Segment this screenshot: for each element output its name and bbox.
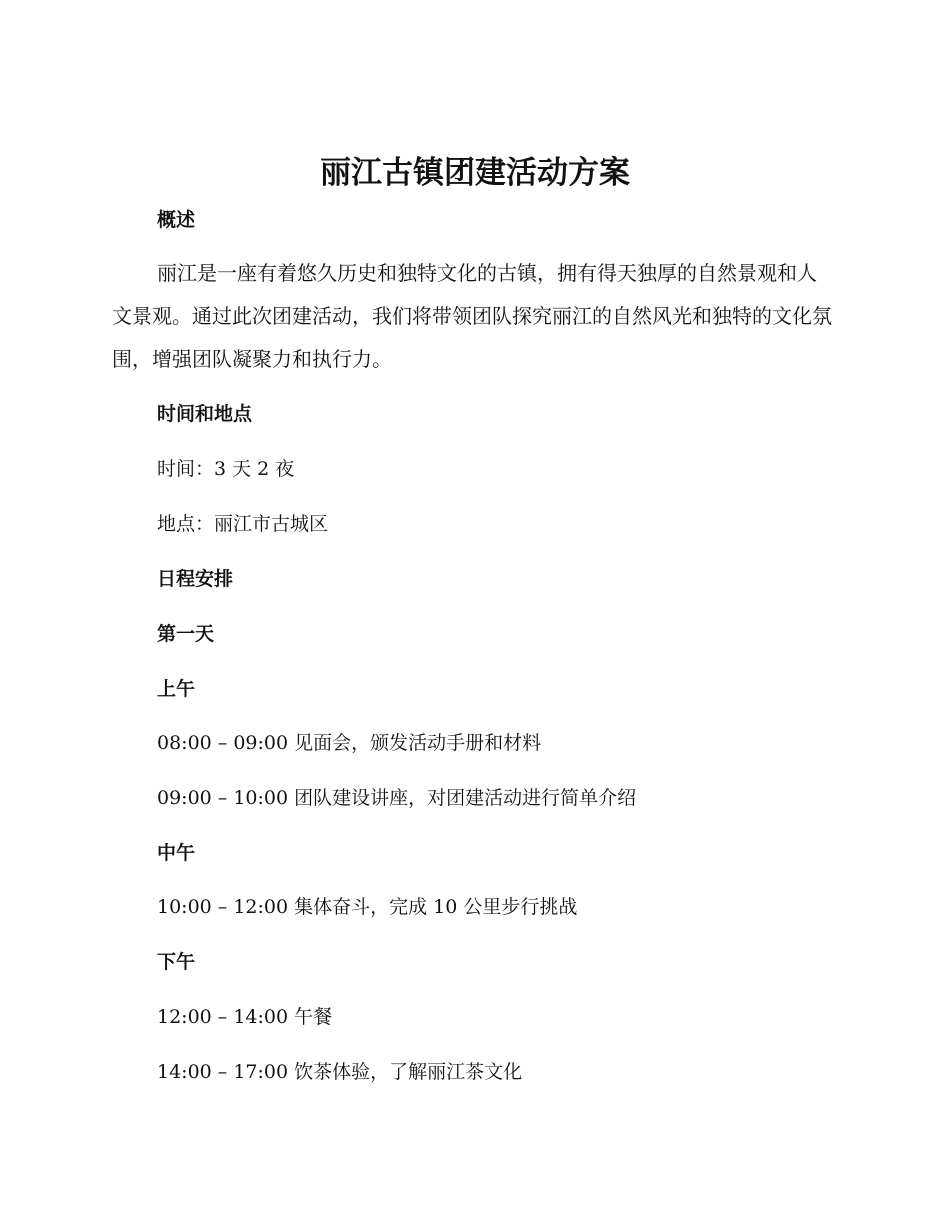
time-line: 时间：3 天 2 夜 xyxy=(157,458,295,480)
section-heading-time-place: 时间和地点 xyxy=(157,403,253,425)
section-heading-overview: 概述 xyxy=(157,209,196,231)
schedule-item: 14:00 – 17:00 饮茶体验，了解丽江茶文化 xyxy=(157,1061,523,1083)
period-heading-afternoon: 下午 xyxy=(157,951,196,973)
schedule-item: 08:00 – 09:00 见面会，颁发活动手册和材料 xyxy=(157,732,542,754)
schedule-item: 10:00 – 12:00 集体奋斗，完成 10 公里步行挑战 xyxy=(157,896,578,918)
schedule-item: 12:00 – 14:00 午餐 xyxy=(157,1006,333,1028)
period-heading-morning: 上午 xyxy=(157,678,196,700)
period-heading-noon: 中午 xyxy=(157,842,196,864)
day-heading-1: 第一天 xyxy=(157,623,215,645)
place-line: 地点：丽江市古城区 xyxy=(157,513,329,535)
section-heading-schedule: 日程安排 xyxy=(157,568,234,590)
overview-paragraph: 丽江是一座有着悠久历史和独特文化的古镇，拥有得天独厚的自然景观和人文景观。通过此次团建活动，我们将带领团队探究丽江的自然风光和独特的文化氛围，增强团队凝聚力和执行力。 xyxy=(112,261,832,371)
schedule-item: 09:00 – 10:00 团队建设讲座，对团建活动进行简单介绍 xyxy=(157,787,637,809)
document-title: 丽江古镇团建活动方案 xyxy=(320,155,630,191)
